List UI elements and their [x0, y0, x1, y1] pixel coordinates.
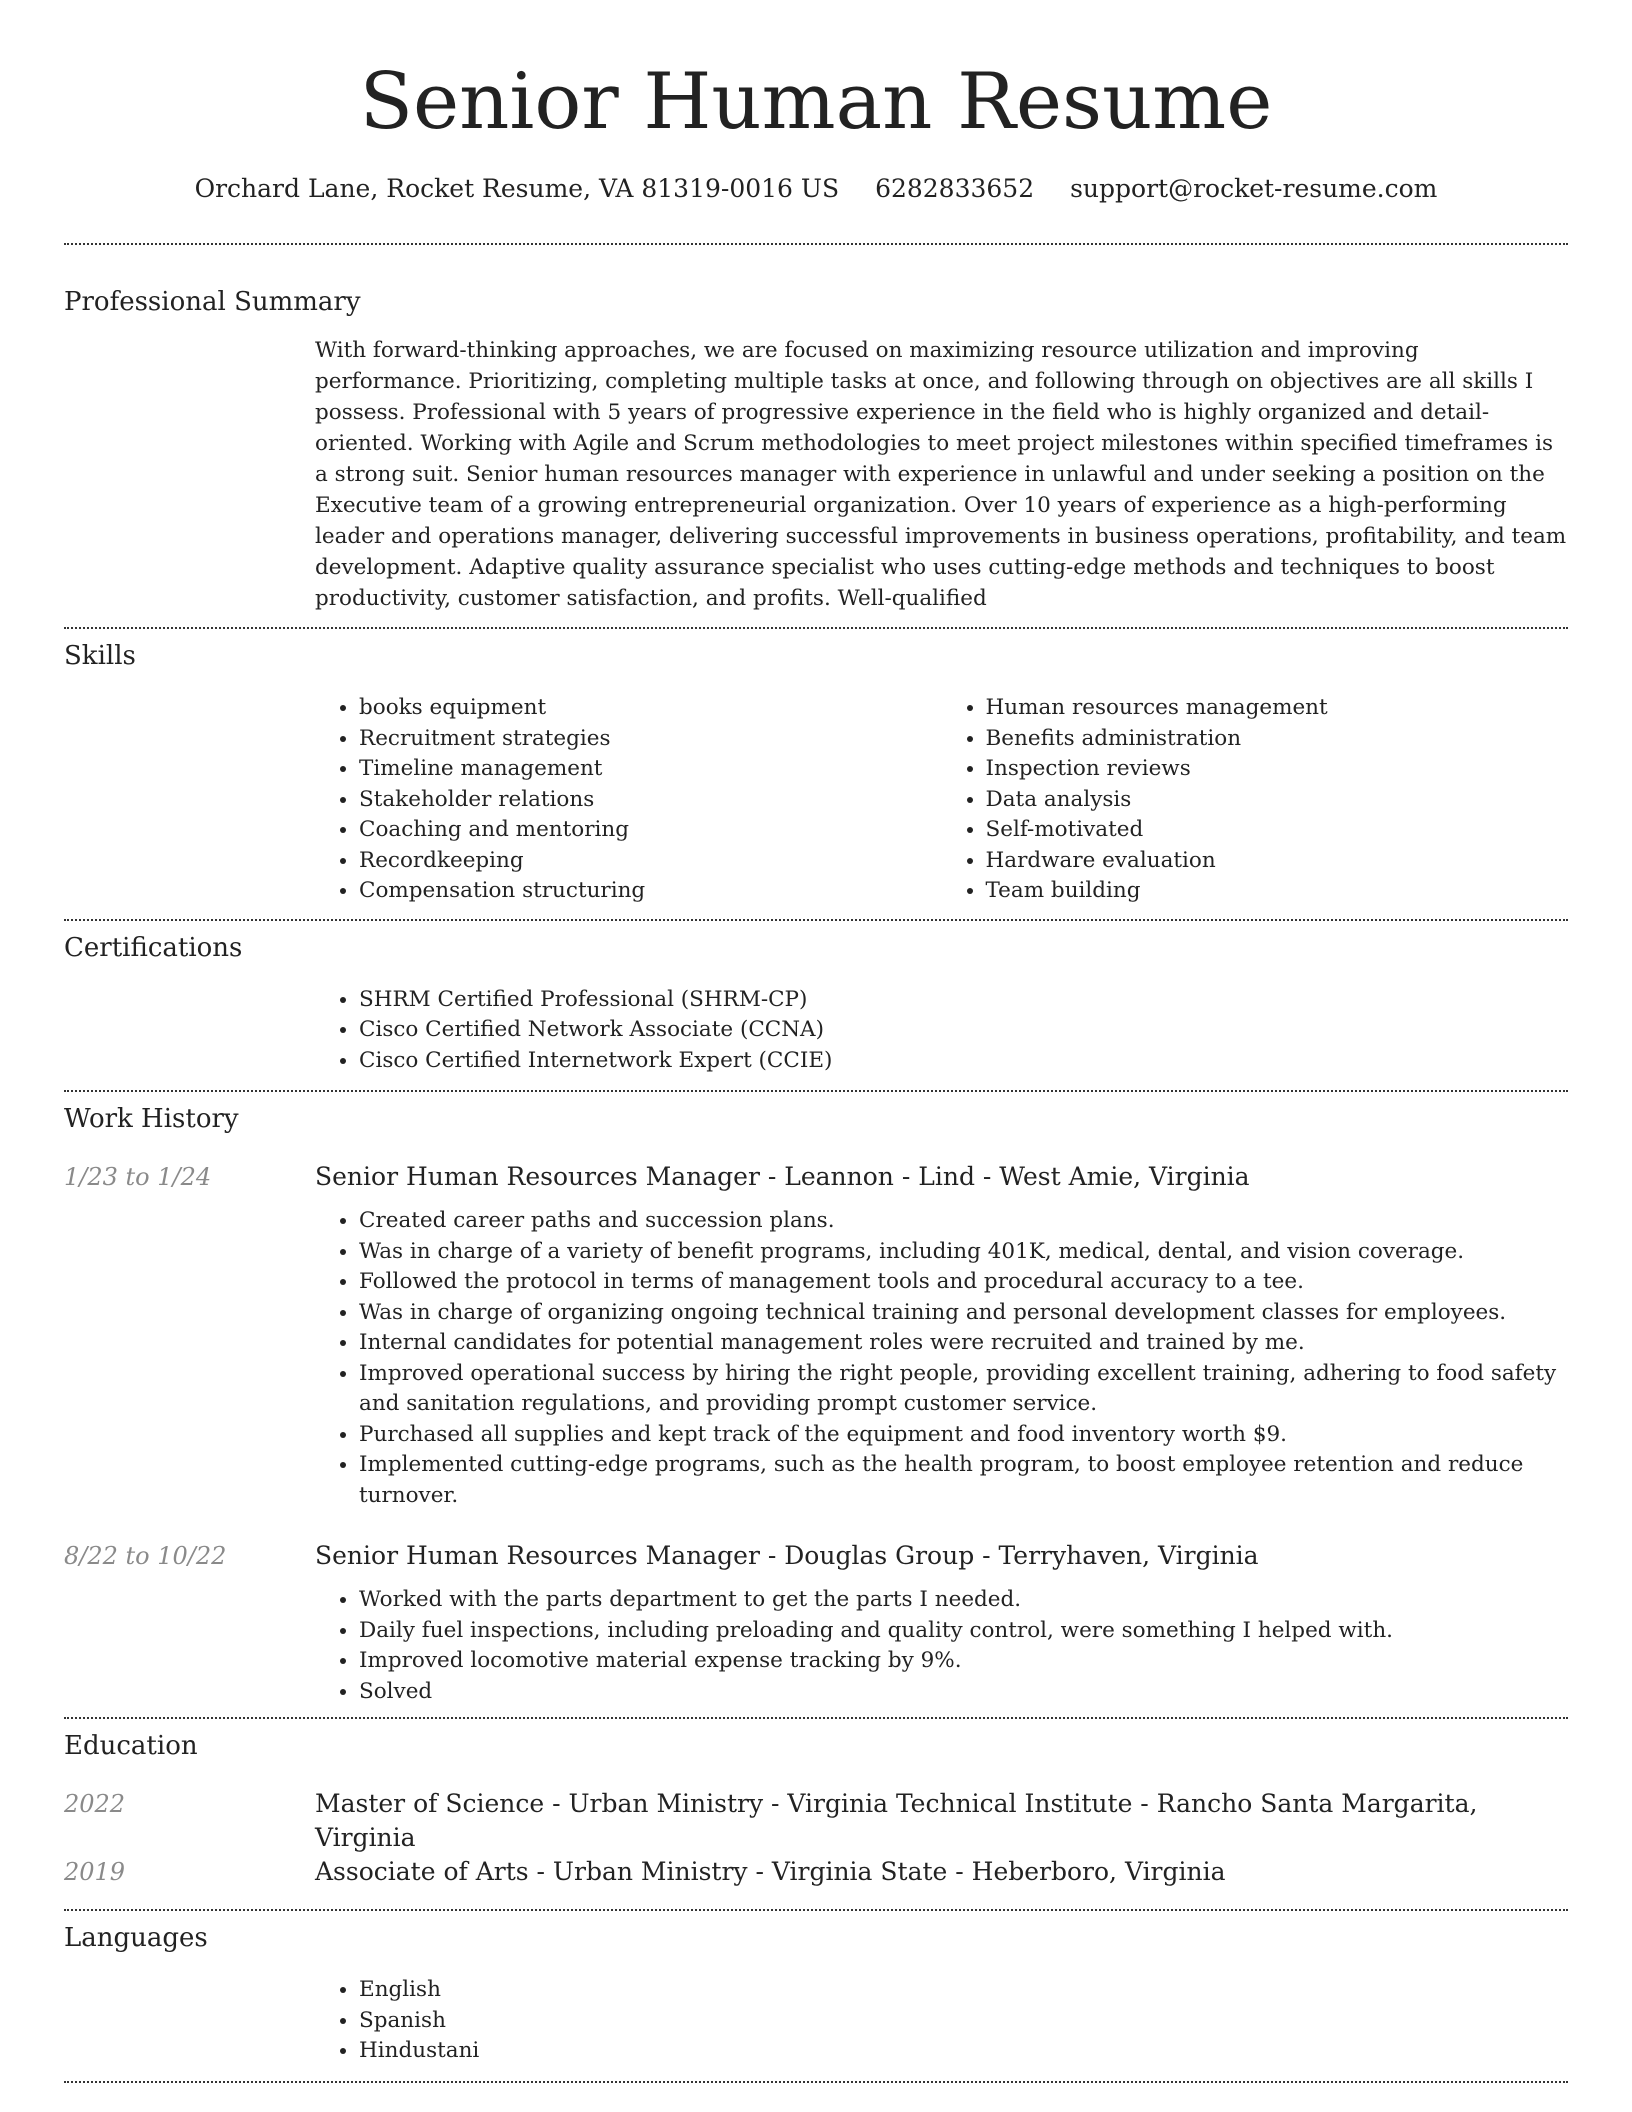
skill-item: • Coaching and mentoring — [359, 815, 942, 846]
job-bullet: • Worked with the parts department to get the parts I needed. — [359, 1585, 1568, 1616]
skill-item: • Inspection reviews — [986, 754, 1569, 785]
job-bullet: • Daily fuel inspections, including preloading and quality control, were something I helped with. — [359, 1616, 1568, 1647]
resume-name: Senior Human Resume — [359, 57, 1273, 147]
certifications-heading: Certifications — [64, 932, 243, 963]
job-date: 8/22 to 10/22 — [64, 1542, 227, 1570]
job-bullet: • Internal candidates for potential management roles were recruited and trained by me. — [359, 1328, 1568, 1359]
language-item: • English — [359, 1975, 1568, 2006]
job-bullets — [315, 1206, 1568, 1511]
summary-heading: Professional Summary — [64, 287, 361, 317]
job-title: Senior Human Resources Manager - Douglas Group - Terryhaven, Virginia — [315, 1541, 1259, 1570]
certification-item: • Cisco Certified Internetwork Expert (CCIE) — [359, 1046, 1568, 1077]
education-entry — [64, 1855, 1568, 1889]
education-year: 2022 — [64, 1790, 126, 1818]
skill-item: • books equipment — [359, 693, 942, 724]
certifications-section — [64, 921, 1568, 1091]
work-history-heading: Work History — [64, 1104, 239, 1134]
skill-item: • Recordkeeping — [359, 846, 942, 877]
contact-email: support@rocket-resume.com — [1070, 174, 1438, 203]
languages-section — [64, 1911, 1568, 2081]
education-text: Associate of Arts - Urban Ministry - Virginia State - Heberboro, Virginia — [315, 1857, 1226, 1886]
job-bullet: • Improved operational success by hiring the right people, providing excellent training, adhering to food safety and sanitation regulations, and providing prompt customer service. — [359, 1359, 1568, 1420]
skills-heading: Skills — [64, 641, 136, 671]
certifications-list — [315, 985, 1568, 1077]
skill-item: • Hardware evaluation — [986, 846, 1569, 877]
summary-section — [64, 245, 1568, 627]
skill-item: • Human resources management — [986, 693, 1569, 724]
job-bullet: • Was in charge of organizing ongoing technical training and personal development classes for employees. — [359, 1298, 1568, 1329]
skills-section — [64, 629, 1568, 919]
skill-item: • Compensation structuring — [359, 876, 942, 907]
summary-text: With forward-thinking approaches, we are focused on maximizing resource utilization and improving performance. Prioritizing, completing multiple tasks at once, and following through on objectives are all skills I possess. Professional with 5 years of progressive experience in the field who is highly organized and detail-oriented. Working with Agile and Scrum methodologies to meet project milestones within specified timeframes is a strong suit. Senior human resources manager with experience in unlawful and under seeking a position on the Executive team of a growing entrepreneurial organization. Over 10 years of experience as a high-performing leader and operations manager, delivering successful improvements in business operations, profitability, and team development. Adaptive quality assurance specialist who uses cutting-edge methods and techniques to boost productivity, customer satisfaction, and profits. Well-qualified — [315, 338, 1567, 611]
skills-list-right — [942, 693, 1569, 907]
skill-item: • Recruitment strategies — [359, 724, 942, 755]
job-bullet: • Implemented cutting-edge programs, such as the health program, to boost employee retention and reduce turnover. — [359, 1450, 1568, 1511]
job-bullets — [315, 1585, 1568, 1707]
job-bullet: • Was in charge of a variety of benefit programs, including 401K, medical, dental, and vision coverage. — [359, 1237, 1568, 1268]
skill-item: • Team building — [986, 876, 1569, 907]
job-bullet: • Purchased all supplies and kept track of the equipment and food inventory worth $9. — [359, 1420, 1568, 1451]
job-entry — [64, 1160, 1568, 1511]
skill-item: • Stakeholder relations — [359, 785, 942, 816]
certification-item: • Cisco Certified Network Associate (CCNA) — [359, 1015, 1568, 1046]
job-date: 1/23 to 1/24 — [64, 1163, 212, 1191]
skill-item: • Data analysis — [986, 785, 1569, 816]
language-item: • Hindustani — [359, 2036, 1568, 2067]
language-item: • Spanish — [359, 2006, 1568, 2037]
contact-address: Orchard Lane, Rocket Resume, VA 81319-0016 US — [194, 174, 840, 203]
job-bullet: • Improved locomotive material expense tracking by 9%. — [359, 1646, 1568, 1677]
job-entry — [64, 1539, 1568, 1707]
education-entry — [64, 1787, 1568, 1852]
certification-item: • SHRM Certified Professional (SHRM-CP) — [359, 985, 1568, 1016]
job-title: Senior Human Resources Manager - Leannon - Lind - West Amie, Virginia — [315, 1162, 1250, 1191]
education-year: 2019 — [64, 1858, 126, 1886]
skills-list-left — [315, 693, 942, 907]
resume-page — [64, 0, 1568, 2083]
skill-item: • Benefits administration — [986, 724, 1569, 755]
job-bullet: • Followed the protocol in terms of management tools and procedural accuracy to a tee. — [359, 1267, 1568, 1298]
skill-item: • Self-motivated — [986, 815, 1569, 846]
contact-phone: 6282833652 — [875, 174, 1035, 203]
education-text: Master of Science - Urban Ministry - Virginia Technical Institute - Rancho Santa Margarita, Virginia — [315, 1789, 1478, 1852]
contact-line — [64, 172, 1568, 206]
job-bullet: • Solved — [359, 1677, 1568, 1708]
section-divider — [64, 2081, 1568, 2083]
job-bullet: • Created career paths and succession plans. — [359, 1206, 1568, 1237]
education-heading: Education — [64, 1731, 198, 1761]
education-section — [64, 1719, 1568, 1909]
languages-list — [315, 1975, 1568, 2067]
work-history-section — [64, 1092, 1568, 1717]
languages-heading: Languages — [64, 1923, 208, 1953]
skill-item: • Timeline management — [359, 754, 942, 785]
